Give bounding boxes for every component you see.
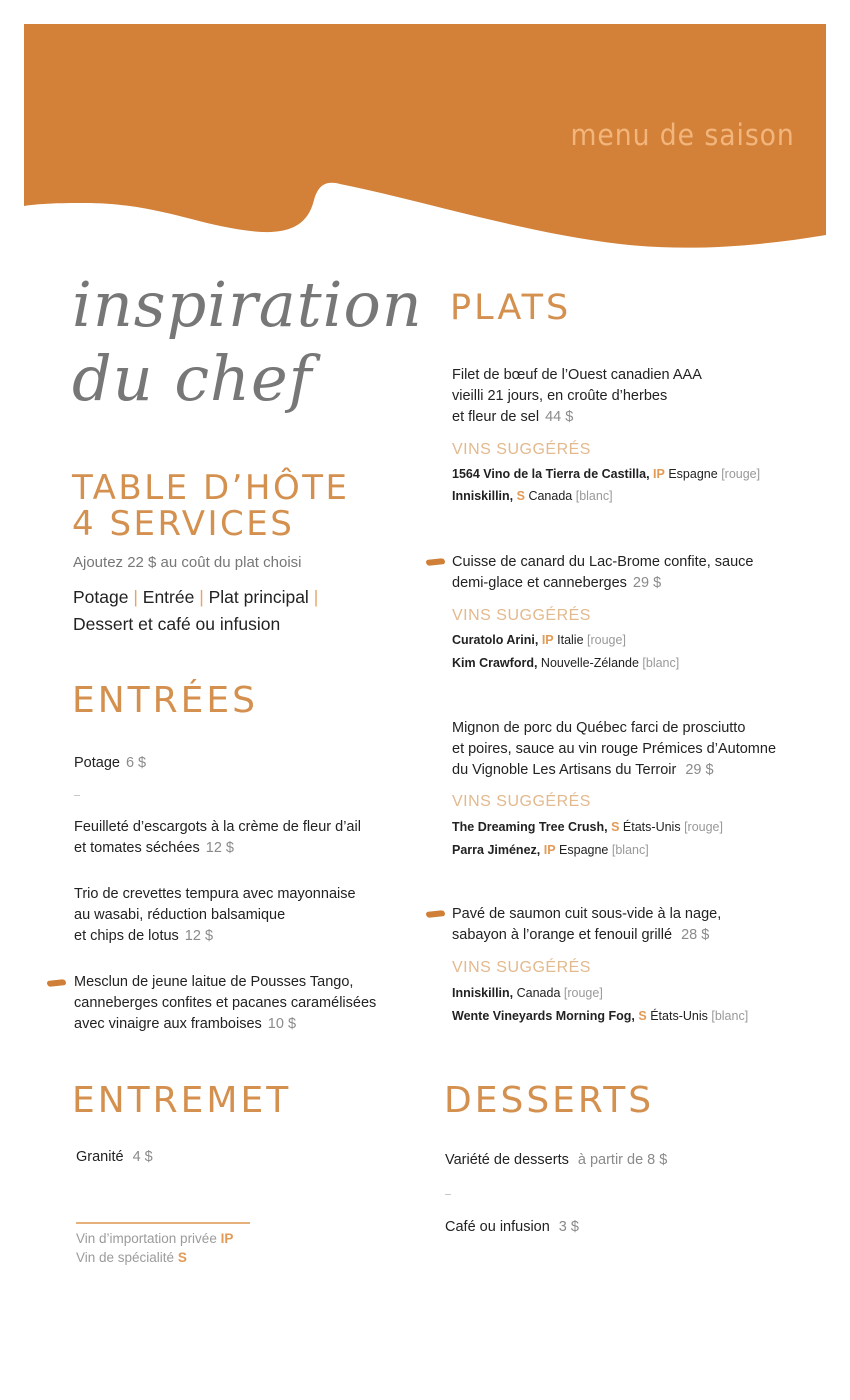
featured-marker-icon (426, 558, 446, 566)
legend-s: Vin de spécialité S (76, 1250, 187, 1265)
table-dhote-title (72, 470, 350, 542)
menu-item-porc: Mignon de porc du Québec farci de prosciutto et poires, sauce au vin rouge Prémices d’Automne du Vignoble Les Artisans du Terroir 29 $ (452, 720, 777, 778)
price: 10 $ (267, 1016, 297, 1032)
price: 28 $ (681, 927, 710, 943)
wine-suggestion: The Dreaming Tree Crush, S États-Unis [rouge] (452, 820, 723, 834)
plats-title: PLATS (450, 288, 572, 328)
wine-suggestion: Parra Jiménez, IP Espagne [blanc] (452, 843, 649, 857)
separator: | (133, 587, 138, 607)
wine-suggestion: Inniskillin, S Canada [blanc] (452, 489, 613, 503)
price: 12 $ (184, 928, 214, 944)
wine-suggestion: Kim Crawford, Nouvelle-Zélande [blanc] (452, 656, 680, 670)
legend-ip: Vin d’importation privée IP (76, 1231, 234, 1246)
vins-suggeres-label: VINS SUGGÉRÉS (452, 441, 591, 458)
menu-item-potage: Potage 6 $ (74, 755, 147, 771)
service-plat-principal: Plat principal (208, 587, 309, 607)
separator: | (199, 587, 204, 607)
featured-marker-icon (47, 979, 67, 987)
service-potage: Potage (73, 587, 129, 607)
menu-item-saumon: Pavé de saumon cuit sous-vide à la nage, sabayon à l’orange et fenouil grillé 28 $ (452, 906, 722, 943)
menu-item-filet-boeuf: Filet de bœuf de l’Ouest canadien AAA vieilli 21 jours, en croûte d’herbes et fleur de sel 44 $ (452, 367, 702, 425)
table-dhote-services (73, 584, 318, 638)
service-entree: Entrée (142, 587, 195, 607)
menu-item-varietes-desserts: Variété de desserts à partir de 8 $ (445, 1152, 668, 1168)
service-dessert: Dessert et café ou infusion (73, 614, 281, 634)
entrees-title: ENTRÉES (72, 680, 259, 721)
price: 29 $ (685, 762, 714, 778)
wine-suggestion: 1564 Vino de la Tierra de Castilla, IP Espagne [rouge] (452, 467, 761, 481)
price: 12 $ (205, 840, 234, 856)
menu-item-escargots: Feuilleté d’escargots à la crème de fleur d’ail et tomates séchées 12 $ (74, 819, 361, 856)
price: à partir de 8 $ (577, 1152, 668, 1168)
vins-suggeres-label: VINS SUGGÉRÉS (452, 607, 591, 624)
menu-item-cafe-infusion: Café ou infusion 3 $ (445, 1219, 579, 1235)
wine-suggestion: Inniskillin, Canada [rouge] (452, 986, 603, 1000)
vins-suggeres-label: VINS SUGGÉRÉS (452, 959, 591, 976)
chef-inspiration-title (72, 268, 423, 416)
entremet-title: ENTREMET (72, 1080, 292, 1121)
price: 3 $ (558, 1219, 579, 1235)
menu-item-canard: Cuisse de canard du Lac-Brome confite, sauce demi-glace et canneberges 29 $ (452, 554, 754, 591)
menu-item-mesclun: Mesclun de jeune laitue de Pousses Tango, canneberges confites et pacanes caramélisées avec vinaigre aux framboises 10 $ (74, 974, 377, 1032)
table-dhote-title-line1: TABLE D’HÔTE (72, 468, 350, 508)
desserts-title: DESSERTS (444, 1080, 655, 1121)
price: 4 $ (132, 1149, 153, 1165)
divider-dash (74, 795, 80, 796)
vins-suggeres-label: VINS SUGGÉRÉS (452, 793, 591, 810)
price: 6 $ (125, 755, 147, 771)
wine-suggestion: Curatolo Arini, IP Italie [rouge] (452, 633, 626, 647)
price: 29 $ (632, 575, 662, 591)
script-line-1: inspiration (72, 268, 423, 341)
legend-divider (76, 1222, 250, 1224)
price: 44 $ (545, 409, 574, 425)
menu-item-granite: Granité 4 $ (76, 1149, 153, 1165)
table-dhote-subtitle: Ajoutez 22 $ au coût du plat choisi (73, 554, 302, 571)
table-dhote-title-line2: 4 SERVICES (72, 504, 295, 544)
divider-dash (445, 1194, 451, 1195)
featured-marker-icon (426, 910, 446, 918)
menu-item-crevettes: Trio de crevettes tempura avec mayonnaise au wasabi, réduction balsamique et chips de lotus 12 $ (74, 886, 356, 944)
wine-suggestion: Wente Vineyards Morning Fog, S États-Unis [blanc] (452, 1009, 749, 1023)
script-line-2: du chef (72, 342, 313, 415)
menu-title: menu de saison (570, 118, 795, 152)
separator: | (313, 587, 319, 607)
